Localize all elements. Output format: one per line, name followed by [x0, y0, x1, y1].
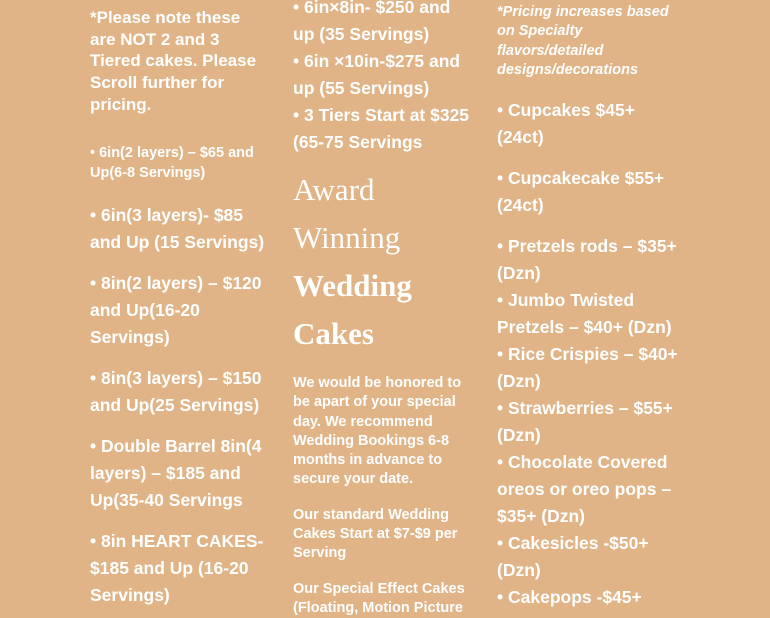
price-item-cupcakecake: • Cupcakecake $55+ (24ct) — [497, 168, 665, 216]
price-item-jumbo-pretzels: • Jumbo Twisted Pretzels – $40+ (Dzn) — [497, 290, 672, 338]
price-item-3-tiers: • 3 Tiers Start at $325 (65-75 Servings — [293, 105, 470, 152]
price-item-strawberries: • Strawberries – $55+ (Dzn) — [497, 398, 673, 446]
price-item-rice-crispies: • Rice Crispies – $40+ (Dzn) — [497, 344, 678, 392]
column-treats — [497, 3, 679, 611]
price-item-8in-2-layers: • 8in(2 layers) – $120 and Up(16-20 Servings) — [90, 272, 262, 347]
price-item-cupcakes: • Cupcakes $45+ (24ct) — [497, 100, 635, 148]
price-item-6x8: • 6in×8in- $250 and up (35 Servings) — [293, 0, 451, 44]
heading-wedding-cakes: Wedding Cakes — [293, 268, 412, 351]
heading-award-winning: Award Winning — [293, 172, 401, 255]
price-item-8in-3-layers: • 8in(3 layers) – $150 and Up(25 Servings) — [90, 367, 262, 415]
specialty-pricing-note: *Pricing increases based on Specialty flavors/detailed designs/decorations — [497, 4, 669, 78]
price-item-heart-cakes: • 8in HEART CAKES- $185 and Up (16-20 Servings) — [90, 530, 264, 605]
price-item-6in-2-layers: • 6in(2 layers) – $65 and Up(6-8 Servings) — [90, 144, 254, 181]
tier-note: *Please note these are NOT 2 and 3 Tiered cakes. Please Scroll further for pricing. — [90, 8, 257, 114]
wedding-standard-price: Our standard Wedding Cakes Start at $7-$9 per Serving — [293, 506, 458, 562]
column-tiered-wedding — [293, 0, 475, 618]
price-item-cakepops: • Cakepops -$45+ — [497, 587, 642, 608]
price-item-pretzel-rods: • Pretzels rods – $35+ (Dzn) — [497, 236, 677, 284]
wedding-intro-paragraph: We would be honored to be apart of your special day. We recommend Wedding Bookings 6-8 months in advance to secure your date. — [293, 375, 462, 488]
price-item-6in-3-layers: • 6in(3 layers)- $85 and Up (15 Servings) — [90, 204, 265, 252]
price-item-cakesicles: • Cakesicles -$50+ (Dzn) — [497, 533, 649, 581]
special-effect-cakes: Our Special Effect Cakes (Floating, Motion Picture — [293, 580, 465, 616]
column-cake-pricing — [90, 0, 270, 609]
price-item-oreos: • Chocolate Covered oreos or oreo pops – $35+ (Dzn) — [497, 452, 672, 527]
price-item-double-barrel: • Double Barrel 8in(4 layers) – $185 and Up(35-40 Servings — [90, 435, 262, 510]
price-item-6x10: • 6in ×10in-$275 and up (55 Servings) — [293, 51, 461, 98]
